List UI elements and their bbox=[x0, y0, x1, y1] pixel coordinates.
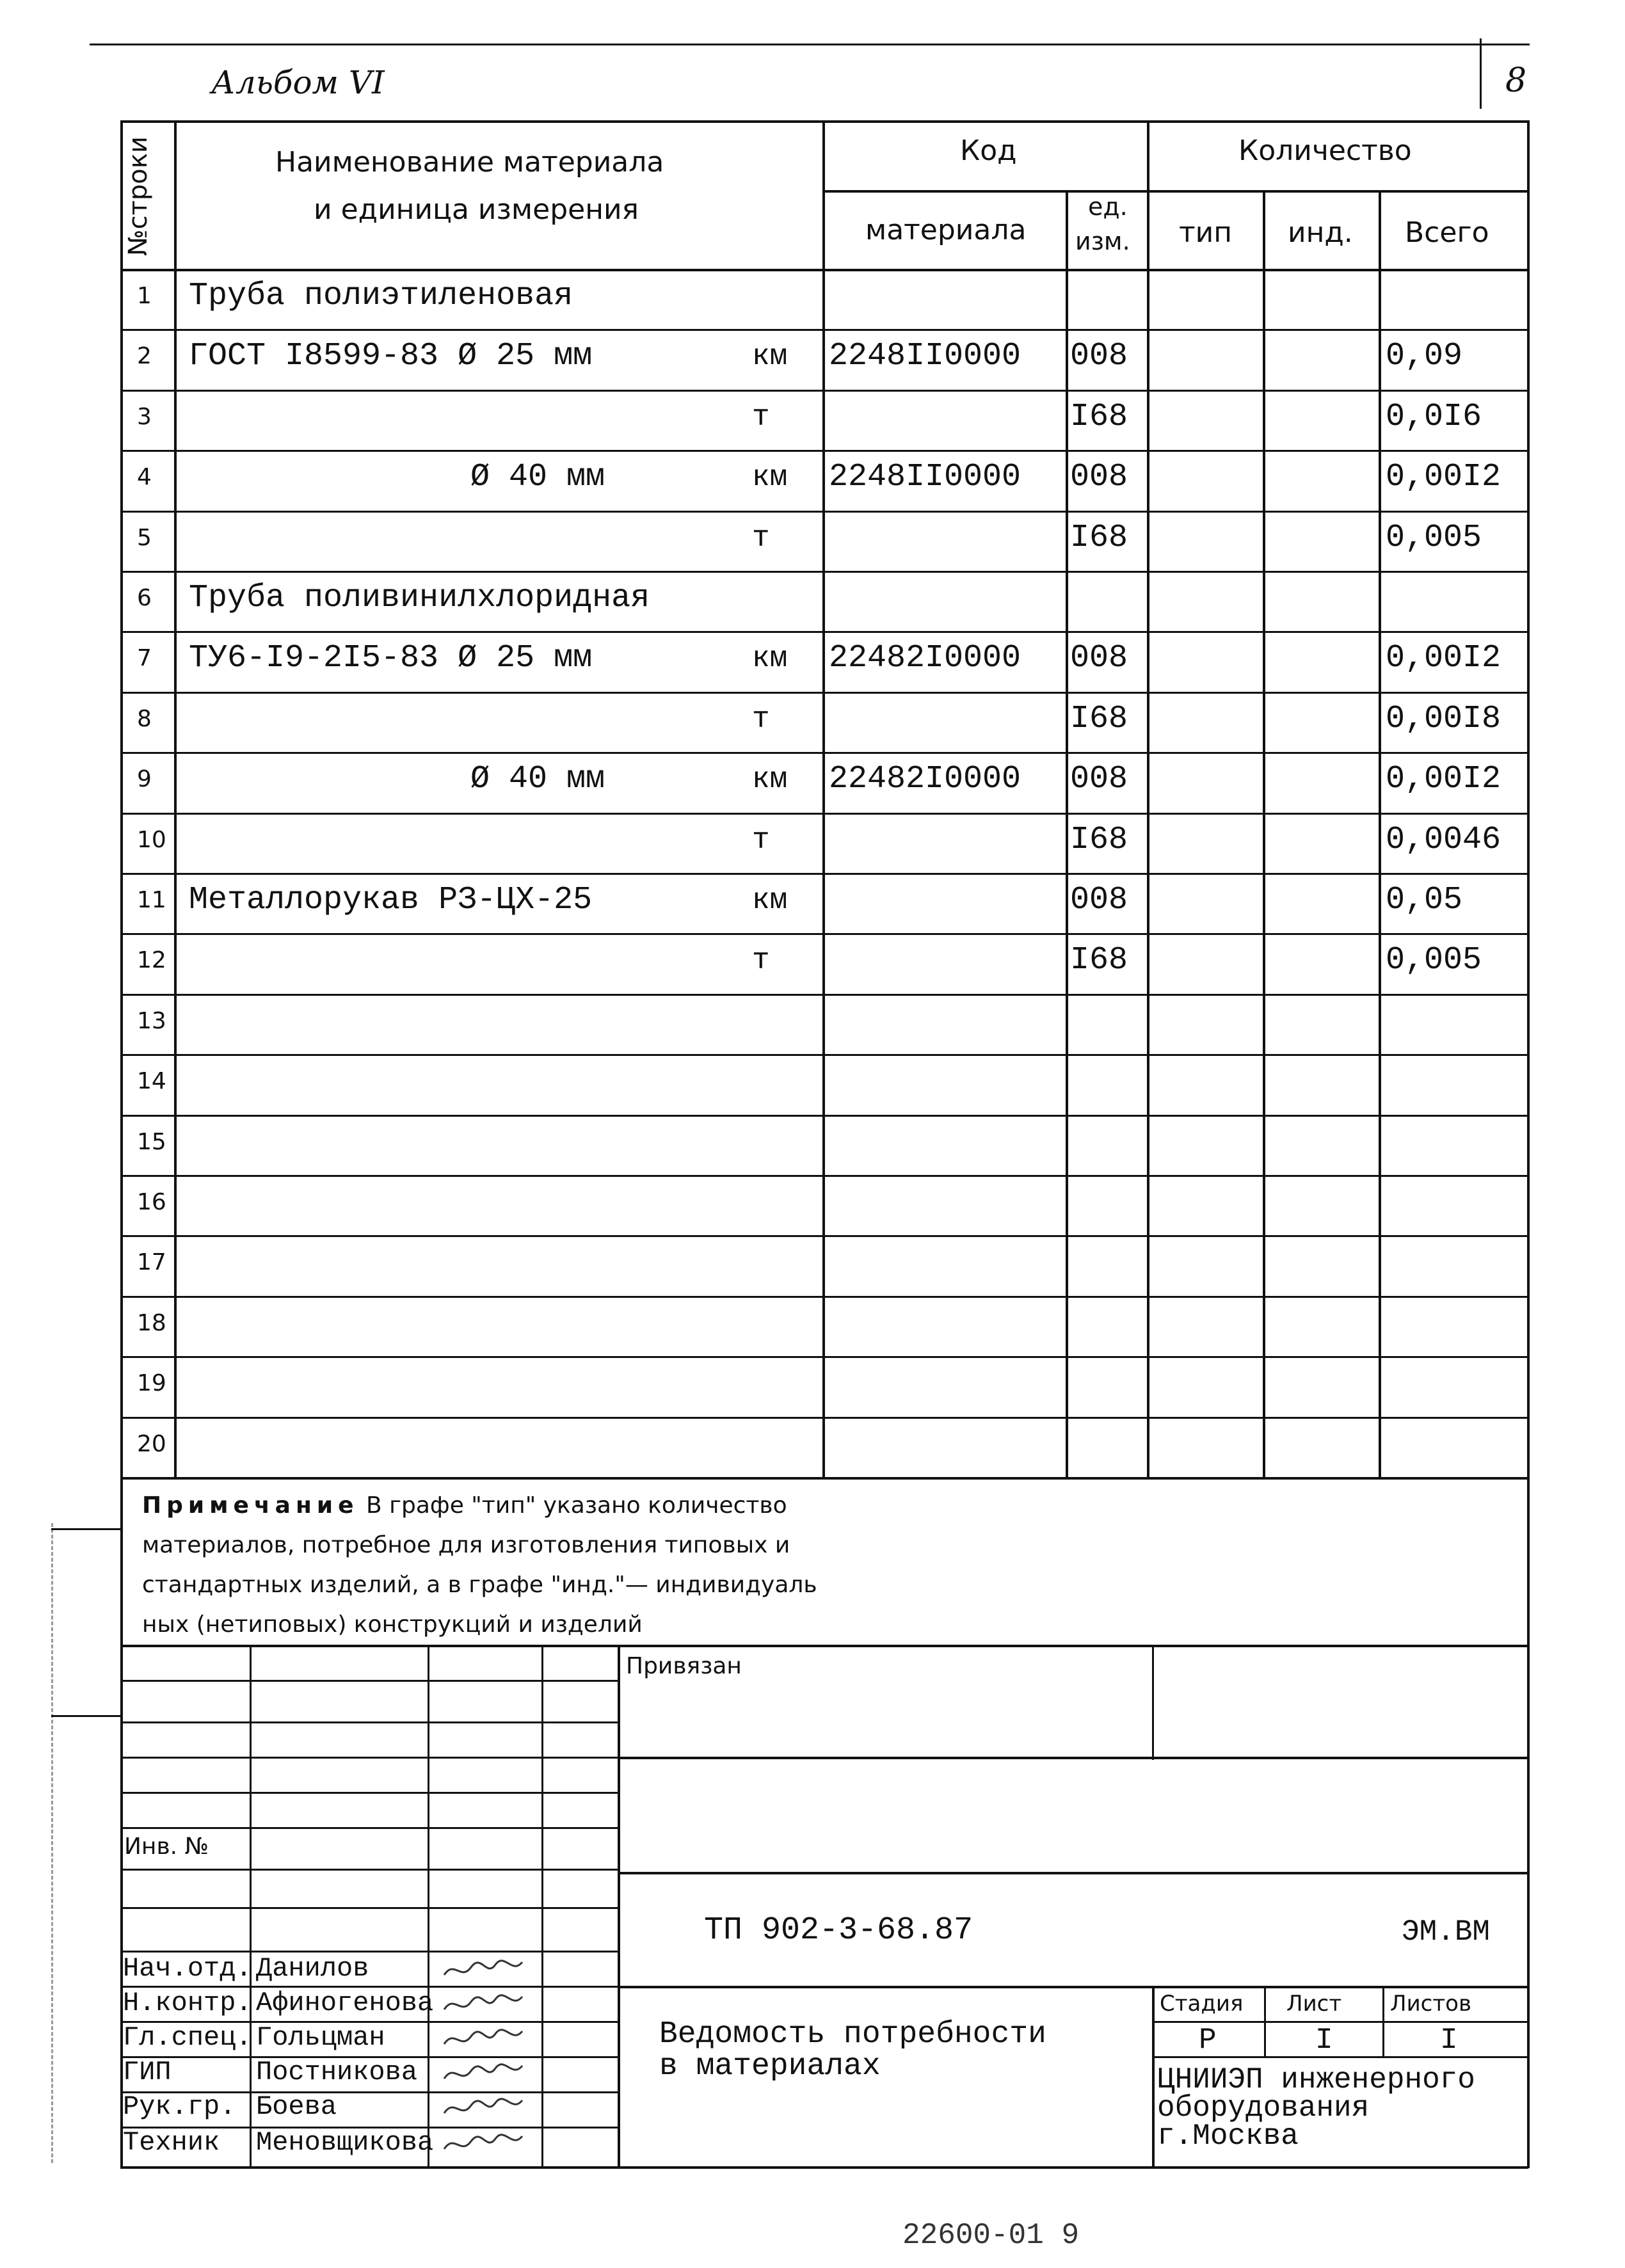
col-header-name-line2: и единица измерения bbox=[314, 193, 639, 226]
signer-role: ГИП bbox=[123, 2057, 172, 2088]
album-label: Альбом VI bbox=[211, 64, 385, 101]
row-number: 10 bbox=[137, 827, 166, 853]
top-border-line bbox=[90, 44, 1530, 45]
row-separator bbox=[120, 994, 1528, 996]
binding-mark-2 bbox=[51, 1715, 120, 1717]
bound-bottom-line bbox=[618, 1757, 1528, 1759]
unit-code: I68 bbox=[1070, 701, 1128, 737]
row-number: 18 bbox=[137, 1310, 166, 1336]
quantity-total: 0,0046 bbox=[1386, 822, 1501, 858]
row-separator bbox=[120, 571, 1528, 573]
row-separator bbox=[120, 1296, 1528, 1298]
col-header-ind: инд. bbox=[1288, 216, 1353, 249]
material-name: Ø 40 мм bbox=[470, 459, 605, 495]
material-name: Труба поливинилхлоридная bbox=[189, 580, 650, 616]
material-name: Металлорукав РЗ-ЦХ-25 bbox=[189, 882, 593, 918]
unit-code: I68 bbox=[1070, 942, 1128, 978]
unit-of-measure: т bbox=[752, 522, 770, 555]
quantity-total: 0,005 bbox=[1386, 942, 1482, 978]
note-line4: ных (нетиповых) конструкций и изделий bbox=[142, 1611, 643, 1638]
row-separator bbox=[120, 1417, 1528, 1419]
bound-divider bbox=[1152, 1645, 1154, 1760]
signer-name: Меновщикова bbox=[256, 2127, 434, 2158]
note-title: Примечание bbox=[142, 1492, 359, 1519]
row-separator bbox=[120, 1235, 1528, 1237]
quantity-total: 0,00I8 bbox=[1386, 701, 1501, 737]
unit-code: I68 bbox=[1070, 520, 1128, 556]
row-separator bbox=[120, 1115, 1528, 1117]
row-number: 20 bbox=[137, 1431, 166, 1457]
unit-of-measure: т bbox=[752, 944, 770, 977]
left-frame-line bbox=[120, 120, 123, 2168]
row-number: 15 bbox=[137, 1129, 166, 1155]
row-separator bbox=[120, 1175, 1528, 1177]
row-number: 4 bbox=[137, 464, 152, 490]
row-separator bbox=[120, 450, 1528, 452]
row-number: 5 bbox=[137, 525, 152, 551]
row-separator bbox=[120, 752, 1528, 754]
stamp-row-1 bbox=[120, 1680, 618, 1682]
unit-code: I68 bbox=[1070, 822, 1128, 858]
sheets-value: I bbox=[1440, 2024, 1458, 2057]
row-separator bbox=[120, 1356, 1528, 1358]
handwritten-signature bbox=[442, 2025, 525, 2058]
stamp-top-line bbox=[120, 1645, 1528, 1647]
stamp-row-4 bbox=[120, 1792, 618, 1794]
row-separator bbox=[120, 631, 1528, 633]
row-separator bbox=[120, 511, 1528, 513]
unit-of-measure: т bbox=[752, 401, 770, 434]
row-number: 2 bbox=[137, 343, 152, 369]
row-number: 7 bbox=[137, 645, 152, 671]
col-line-ind bbox=[1379, 190, 1381, 1477]
document-title-line1: Ведомость потребности bbox=[659, 2017, 1046, 2052]
organization bbox=[1157, 2063, 1528, 2153]
quantity-total: 0,05 bbox=[1386, 882, 1463, 918]
row-separator bbox=[120, 390, 1528, 392]
unit-of-measure: км bbox=[752, 461, 788, 494]
col-header-name-line1: Наименование материала bbox=[275, 146, 664, 179]
unit-of-measure: км bbox=[752, 763, 788, 796]
document-code: ТП 902-3-68.87 bbox=[704, 1912, 973, 1949]
unit-code: 008 bbox=[1070, 640, 1128, 676]
note-top-line bbox=[120, 1477, 1528, 1480]
handwritten-signature bbox=[442, 1990, 525, 2024]
material-name: ГОСТ I8599-83 Ø 25 мм bbox=[189, 338, 593, 374]
signer-role: Нач.отд. bbox=[123, 1953, 252, 1984]
signer-name: Гольцман bbox=[256, 2022, 385, 2053]
stage-col-2 bbox=[1382, 1986, 1384, 2056]
stage-value: Р bbox=[1199, 2024, 1217, 2057]
col-header-type: тип bbox=[1179, 216, 1232, 249]
stamp-bottom-line bbox=[120, 2166, 1528, 2169]
row-number: 14 bbox=[137, 1068, 166, 1094]
row-number: 12 bbox=[137, 947, 166, 973]
row-separator bbox=[120, 329, 1528, 331]
archive-number: 22600-01 9 bbox=[902, 2219, 1080, 2252]
material-name: ТУ6-I9-2I5-83 Ø 25 мм bbox=[189, 640, 593, 676]
stamp-row-5 bbox=[120, 1827, 618, 1829]
quantity-total: 0,00I2 bbox=[1386, 761, 1501, 797]
unit-of-measure: км bbox=[752, 884, 788, 917]
organization-line3: г.Москва bbox=[1157, 2120, 1299, 2153]
row-separator bbox=[120, 933, 1528, 935]
sheets-label: Листов bbox=[1390, 1991, 1472, 2016]
signer-name: Данилов bbox=[256, 1953, 369, 1984]
stamp-row-7 bbox=[120, 1907, 618, 1909]
material-name: Труба полиэтиленовая bbox=[189, 278, 573, 314]
stamp-row-2 bbox=[120, 1721, 618, 1723]
row-number: 9 bbox=[137, 766, 152, 792]
binding-edge-line bbox=[51, 1523, 53, 2163]
sheet-mark: ЭМ.ВМ bbox=[1402, 1915, 1491, 1949]
row-number: 8 bbox=[137, 706, 152, 732]
row-separator bbox=[120, 813, 1528, 815]
document-title-line2: в материалах bbox=[659, 2049, 881, 2084]
signer-role: Гл.спец. bbox=[123, 2022, 252, 2053]
unit-of-measure: км bbox=[752, 642, 788, 675]
material-code: 22482I0000 bbox=[829, 640, 1021, 676]
signer-name: Боева bbox=[256, 2091, 337, 2122]
organization-line1: ЦНИИЭП инженерного bbox=[1157, 2063, 1475, 2096]
page-number: 8 bbox=[1505, 61, 1527, 100]
unit-code: I68 bbox=[1070, 399, 1128, 435]
stage-label: Стадия bbox=[1160, 1991, 1244, 2016]
right-frame-line bbox=[1527, 120, 1530, 2168]
note-block bbox=[142, 1486, 817, 1645]
row-separator bbox=[120, 692, 1528, 694]
quantity-total: 0,00I2 bbox=[1386, 640, 1501, 676]
handwritten-signature bbox=[442, 1956, 525, 1989]
quantity-total: 0,09 bbox=[1386, 338, 1463, 374]
stage-col-1 bbox=[1264, 1986, 1266, 2056]
organization-line2: оборудования bbox=[1157, 2091, 1370, 2125]
unit-code: 008 bbox=[1070, 761, 1128, 797]
col-header-total: Всего bbox=[1405, 216, 1489, 249]
sheet-label: Лист bbox=[1286, 1991, 1342, 2016]
row-number: 16 bbox=[137, 1189, 166, 1215]
signer-name: Постникова bbox=[256, 2057, 418, 2088]
material-code: 2248II0000 bbox=[829, 338, 1021, 374]
col-line-name bbox=[822, 120, 825, 1477]
material-code: 22482I0000 bbox=[829, 761, 1021, 797]
row-number: 1 bbox=[137, 283, 152, 309]
material-code: 2248II0000 bbox=[829, 459, 1021, 495]
stamp-col-4 bbox=[618, 1645, 620, 2166]
row-number: 11 bbox=[137, 887, 166, 913]
note-line2: материалов, потребное для изготовления типовых и bbox=[142, 1532, 790, 1558]
col-header-unit-line2: изм. bbox=[1075, 227, 1130, 255]
header-sub-line bbox=[822, 190, 1528, 193]
signer-role: Рук.гр. bbox=[123, 2091, 236, 2122]
signer-role: Техник bbox=[123, 2127, 220, 2158]
page-number-divider bbox=[1480, 38, 1482, 109]
row-number: 13 bbox=[137, 1008, 166, 1034]
code-top-line bbox=[618, 1872, 1528, 1874]
handwritten-signature bbox=[442, 2059, 525, 2093]
col-line-code bbox=[1066, 190, 1068, 1477]
handwritten-signature bbox=[442, 2094, 525, 2127]
quantity-total: 0,00I2 bbox=[1386, 459, 1501, 495]
binding-mark-1 bbox=[51, 1528, 120, 1530]
inventory-number-label: Инв. № bbox=[124, 1833, 209, 1860]
quantity-total: 0,005 bbox=[1386, 520, 1482, 556]
bound-label: Привязан bbox=[626, 1653, 742, 1679]
unit-of-measure: км bbox=[752, 340, 788, 373]
row-number: 6 bbox=[137, 585, 152, 611]
row-separator bbox=[120, 1054, 1528, 1056]
col-line-type bbox=[1263, 190, 1265, 1477]
stamp-row-6 bbox=[120, 1869, 618, 1871]
stamp-row-8 bbox=[120, 1951, 618, 1953]
col-header-code: Код bbox=[960, 134, 1017, 167]
org-divider bbox=[1152, 1986, 1155, 2166]
sheet-value: I bbox=[1315, 2024, 1333, 2057]
stage-label-line bbox=[1152, 2021, 1528, 2023]
signer-role: Н.контр. bbox=[123, 1988, 252, 2018]
stamp-row-3 bbox=[120, 1757, 618, 1759]
col-line-unit bbox=[1147, 120, 1149, 1477]
col-header-unit-line1: ед. bbox=[1088, 193, 1128, 221]
row-number: 19 bbox=[137, 1370, 166, 1396]
material-name: Ø 40 мм bbox=[470, 761, 605, 797]
row-separator bbox=[120, 873, 1528, 875]
unit-code: 008 bbox=[1070, 459, 1128, 495]
signer-name: Афиногенова bbox=[256, 1988, 434, 2018]
unit-of-measure: т bbox=[752, 703, 770, 736]
row-number: 17 bbox=[137, 1249, 166, 1275]
code-bottom-line bbox=[618, 1986, 1528, 1988]
quantity-total: 0,0I6 bbox=[1386, 399, 1482, 435]
handwritten-signature bbox=[442, 2130, 525, 2163]
row-number: 3 bbox=[137, 404, 152, 430]
note-line1: В графе "тип" указано количество bbox=[365, 1492, 787, 1519]
col-header-row-num: №строки bbox=[124, 136, 153, 256]
unit-code: 008 bbox=[1070, 338, 1128, 374]
unit-code: 008 bbox=[1070, 882, 1128, 918]
note-line3: стандартных изделий, а в графе "инд."— индивидуаль bbox=[142, 1572, 817, 1598]
col-header-code-material: материала bbox=[865, 214, 1027, 246]
col-header-quantity: Количество bbox=[1238, 134, 1412, 167]
unit-of-measure: т bbox=[752, 824, 770, 857]
